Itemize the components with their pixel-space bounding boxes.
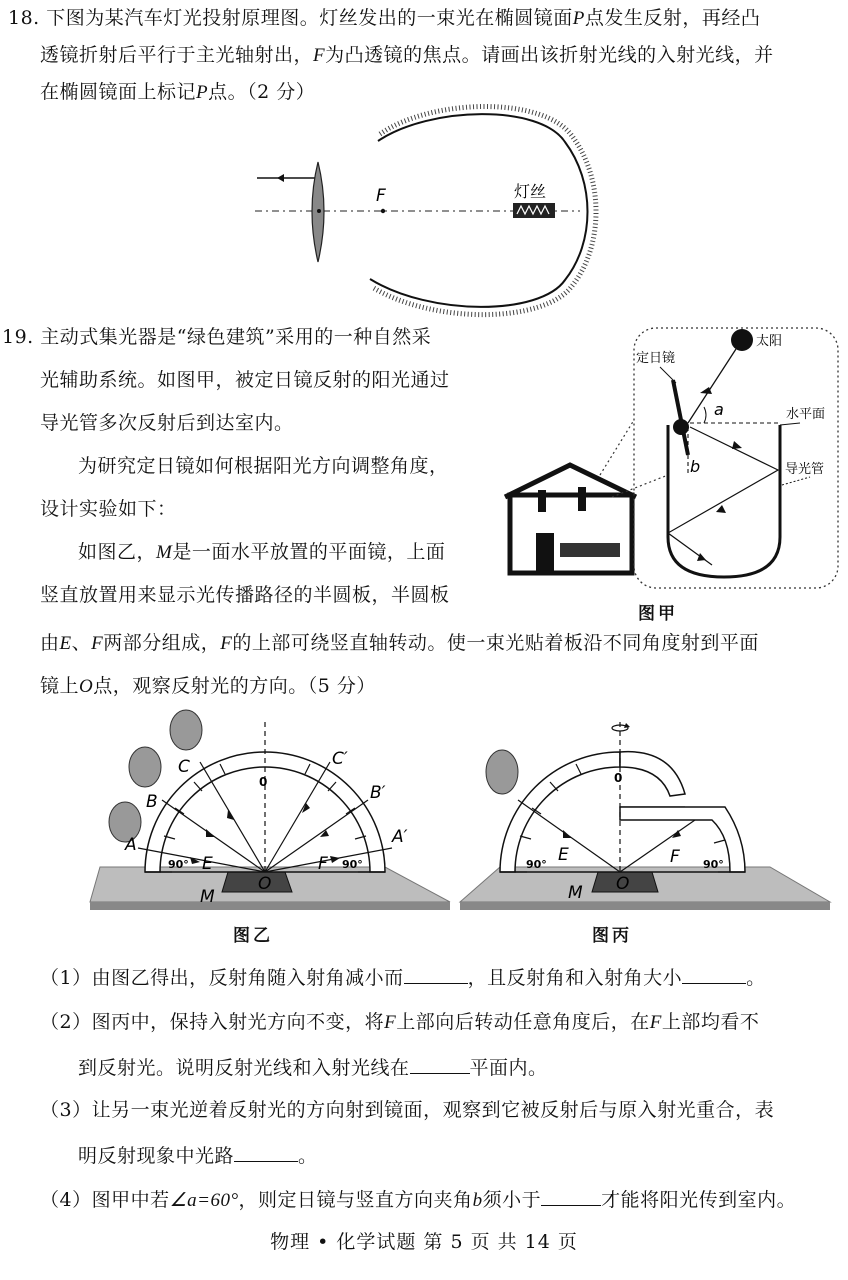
plane-mirror	[222, 872, 292, 892]
label-B-prime: B′	[370, 783, 386, 803]
label-F: F	[670, 847, 680, 867]
label-F: F	[318, 854, 328, 874]
answer-blank-2[interactable]	[410, 1054, 470, 1074]
fig-bing-caption: 图丙	[592, 926, 632, 946]
scale-90-left: 90°	[168, 858, 189, 871]
fig-jia-caption: 图甲	[638, 604, 678, 624]
filament-label: 灯丝	[514, 182, 547, 201]
label-E: E	[202, 854, 213, 874]
subquestion-4: （4）图甲中若∠a=60°，则定日镜与竖直方向夹角b须小于 才能将阳光传到室内。	[40, 1186, 796, 1213]
answer-blank-1b[interactable]	[682, 964, 746, 984]
q19-para7: 竖直放置用来显示光传播路径的半圆板，半圆板	[40, 584, 450, 606]
fig-jia-diagram	[0, 315, 848, 635]
q18-number: 18.	[8, 7, 40, 29]
angle-b-label: b	[690, 457, 701, 476]
label-A-prime: A′	[392, 827, 408, 847]
heliostat-label: 定日镜	[636, 351, 676, 366]
q19-para5: 设计实验如下：	[40, 498, 177, 520]
page-footer: 物理 • 化学试题 第 5 页 共 14 页	[270, 1231, 578, 1253]
label-E: E	[558, 845, 569, 865]
label-C: C	[178, 757, 190, 777]
q18-line2: 透镜折射后平行于主光轴射出，F为凸透镜的焦点。请画出该折射光线的入射光线，并	[40, 44, 774, 66]
q18-line1: 18. 下图为某汽车灯光投射原理图。灯丝发出的一束光在椭圆镜面P点发生反射，再经凸	[8, 7, 761, 29]
scale-90-left: 90°	[526, 858, 547, 871]
scale-zero: 0	[614, 771, 623, 785]
q18-headlight-diagram	[0, 112, 848, 292]
q19-para2: 光辅助系统。如图甲，被定日镜反射的阳光通过	[40, 369, 450, 391]
fig-yi-caption: 图乙	[233, 926, 273, 946]
label-O: O	[616, 874, 630, 894]
pipe-light-path	[668, 427, 778, 565]
angle-a-label: a	[714, 400, 724, 419]
subquestion-2-cont: 到反射光。说明反射光线和入射光线在 平面内。	[78, 1054, 548, 1080]
arrow-left-icon	[277, 174, 284, 182]
sun-icon	[731, 329, 753, 351]
subquestion-1: （1）由图乙得出，反射角随入射角减小而 ，且反射角和入射角大小 。	[40, 964, 766, 990]
label-O: O	[258, 874, 272, 894]
q19-para9: 镜上O点，观察反射光的方向。（5 分）	[40, 675, 376, 697]
q18-line3: 在椭圆镜面上标记P点。（2 分）	[40, 81, 316, 103]
q19-number: 19.	[2, 326, 34, 348]
answer-blank-1a[interactable]	[404, 964, 468, 984]
focus-point	[381, 209, 385, 213]
mirror-label: M	[200, 887, 215, 907]
label-C-prime: C′	[332, 749, 348, 769]
q19-para1: 19. 主动式集光器是“绿色建筑”采用的一种自然采	[2, 326, 432, 348]
subquestion-3: （3）让另一束光逆着反射光的方向射到镜面，观察到它被反射后与原入射光重合，表	[40, 1099, 775, 1121]
q19-para3: 导光管多次反射后到达室内。	[40, 412, 294, 434]
subquestion-2: （2）图丙中，保持入射光方向不变，将F上部向后转动任意角度后，在F上部均看不	[40, 1011, 760, 1033]
label-B: B	[146, 792, 158, 812]
mirror-label: M	[568, 883, 583, 903]
q19-para8: 由E、F两部分组成，F的上部可绕竖直轴转动。使一束光贴着板沿不同角度射到平面	[40, 632, 759, 654]
subquestion-3-cont: 明反射现象中光路 。	[78, 1142, 318, 1168]
answer-blank-4[interactable]	[541, 1186, 601, 1206]
light-pipe-label: 导光管	[785, 462, 825, 477]
focus-label: F	[376, 186, 386, 206]
q19-para6: 如图乙，M是一面水平放置的平面镜，上面	[78, 541, 446, 563]
fig-bing-diagram	[440, 712, 840, 922]
house-icon	[505, 465, 636, 573]
heliostat-mirror	[673, 380, 688, 455]
label-A: A	[125, 835, 137, 855]
fig-yi-diagram	[80, 712, 480, 922]
hand-icon	[486, 750, 518, 794]
q19-para4: 为研究定日镜如何根据阳光方向调整角度，	[78, 455, 449, 477]
scale-zero: 0	[259, 775, 268, 789]
sun-label: 太阳	[756, 334, 783, 349]
horizontal-plane-label: 水平面	[786, 407, 826, 422]
scale-90-right: 90°	[342, 858, 363, 871]
answer-blank-3[interactable]	[234, 1142, 298, 1162]
rotated-board-F	[620, 752, 685, 796]
scale-90-right: 90°	[703, 858, 724, 871]
